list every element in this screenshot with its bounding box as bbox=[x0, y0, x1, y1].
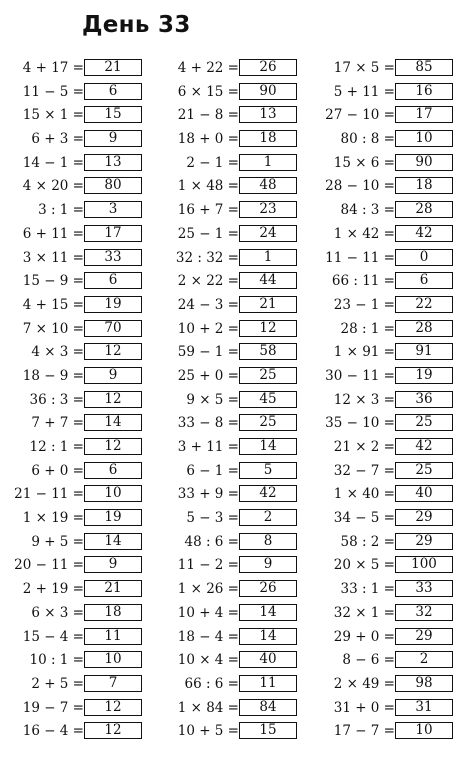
exercise-row bbox=[8, 673, 158, 697]
exercise-expression: 10 : 1 = bbox=[29, 652, 84, 669]
exercise-expression: 11 − 5 = bbox=[22, 83, 84, 100]
exercise-row bbox=[319, 128, 469, 152]
exercise-expression: 17 × 5 = bbox=[333, 60, 395, 76]
exercise-expression: 3 : 1 = bbox=[38, 202, 84, 219]
exercise-expression: 15 − 4 = bbox=[22, 628, 84, 645]
exercise-expression: 6 + 3 = bbox=[31, 131, 84, 148]
exercise-expression: 18 + 0 = bbox=[177, 131, 239, 148]
answer-box: 25 bbox=[239, 367, 297, 384]
answer-box: 44 bbox=[239, 272, 297, 289]
exercise-row bbox=[8, 341, 158, 365]
exercise-expression: 10 + 5 = bbox=[177, 723, 239, 740]
exercise-expression: 58 : 2 = bbox=[340, 533, 395, 550]
answer-box: 9 bbox=[239, 556, 297, 573]
answer-box: 10 bbox=[395, 722, 453, 739]
exercise-expression: 32 : 32 = bbox=[175, 249, 239, 266]
exercise-row bbox=[8, 649, 158, 673]
answer-box: 21 bbox=[239, 296, 297, 313]
exercise-expression: 1 × 84 = bbox=[177, 699, 239, 716]
exercise-expression: 59 − 1 = bbox=[177, 344, 239, 361]
exercise-row bbox=[8, 294, 158, 318]
answer-box: 18 bbox=[84, 604, 142, 621]
answer-box: 90 bbox=[239, 83, 297, 100]
exercise-row bbox=[163, 554, 313, 578]
answer-box: 12 bbox=[84, 343, 142, 360]
exercise-expression: 33 + 9 = bbox=[177, 486, 239, 503]
exercise-row bbox=[8, 318, 158, 342]
exercise-row bbox=[319, 175, 469, 199]
answer-box: 9 bbox=[84, 130, 142, 147]
answer-box: 6 bbox=[84, 272, 142, 289]
exercise-expression: 48 : 6 = bbox=[184, 533, 239, 550]
exercise-row bbox=[163, 152, 313, 176]
exercise-row bbox=[319, 365, 469, 389]
exercise-expression: 23 − 1 = bbox=[333, 296, 395, 313]
exercise-row bbox=[163, 365, 313, 389]
answer-box: 1 bbox=[239, 249, 297, 266]
answer-box: 11 bbox=[84, 628, 142, 645]
answer-box: 33 bbox=[84, 249, 142, 266]
exercise-expression: 11 − 2 = bbox=[177, 557, 239, 574]
exercise-expression: 6 + 11 = bbox=[22, 225, 84, 242]
exercise-expression: 27 − 10 = bbox=[325, 107, 395, 124]
exercise-expression: 24 − 3 = bbox=[177, 296, 239, 313]
exercise-expression: 7 × 10 = bbox=[22, 320, 84, 337]
exercise-row bbox=[163, 436, 313, 460]
answer-box: 16 bbox=[395, 83, 453, 100]
answer-box: 29 bbox=[395, 509, 453, 526]
exercise-expression: 4 + 17 = bbox=[22, 60, 84, 76]
exercise-row bbox=[163, 341, 313, 365]
answer-box: 90 bbox=[395, 154, 453, 171]
exercise-row bbox=[8, 57, 158, 81]
exercise-row bbox=[163, 578, 313, 602]
exercise-expression: 66 : 11 = bbox=[331, 273, 395, 290]
exercise-expression: 36 : 3 = bbox=[29, 391, 84, 408]
exercise-row bbox=[319, 697, 469, 721]
exercise-row bbox=[319, 673, 469, 697]
exercise-expression: 20 × 5 = bbox=[333, 557, 395, 574]
exercise-row bbox=[163, 270, 313, 294]
answer-box: 26 bbox=[239, 59, 297, 76]
exercise-expression: 1 × 19 = bbox=[22, 510, 84, 527]
exercise-row bbox=[8, 626, 158, 650]
exercise-expression: 21 − 8 = bbox=[177, 107, 239, 124]
exercise-row bbox=[319, 318, 469, 342]
exercise-expression: 6 × 3 = bbox=[31, 604, 84, 621]
exercise-row bbox=[163, 507, 313, 531]
exercise-expression: 17 − 7 = bbox=[333, 723, 395, 740]
answer-box: 13 bbox=[239, 106, 297, 123]
answer-box: 29 bbox=[395, 533, 453, 550]
answer-box: 21 bbox=[84, 580, 142, 597]
exercise-expression: 2 × 49 = bbox=[333, 675, 395, 692]
answer-box: 36 bbox=[395, 391, 453, 408]
answer-box: 19 bbox=[395, 367, 453, 384]
exercise-expression: 1 × 48 = bbox=[177, 178, 239, 195]
answer-box: 25 bbox=[395, 414, 453, 431]
exercise-row bbox=[163, 720, 313, 744]
exercise-row bbox=[319, 531, 469, 555]
answer-box: 33 bbox=[395, 580, 453, 597]
exercise-expression: 11 − 11 = bbox=[325, 249, 395, 266]
exercise-expression: 3 × 11 = bbox=[22, 249, 84, 266]
answer-box: 17 bbox=[395, 106, 453, 123]
exercise-row bbox=[163, 175, 313, 199]
exercise-expression: 2 − 1 = bbox=[186, 154, 239, 171]
exercise-row bbox=[319, 389, 469, 413]
answer-box: 42 bbox=[239, 485, 297, 502]
answer-box: 12 bbox=[84, 438, 142, 455]
answer-box: 40 bbox=[239, 651, 297, 668]
exercise-expression: 4 × 3 = bbox=[31, 344, 84, 361]
exercise-expression: 5 − 3 = bbox=[186, 510, 239, 527]
exercise-row bbox=[319, 602, 469, 626]
exercise-expression: 32 − 7 = bbox=[333, 462, 395, 479]
answer-box: 22 bbox=[395, 296, 453, 313]
exercise-expression: 16 − 4 = bbox=[22, 723, 84, 740]
exercise-row bbox=[8, 554, 158, 578]
answer-box: 11 bbox=[239, 675, 297, 692]
exercise-row bbox=[163, 626, 313, 650]
answer-box: 84 bbox=[239, 699, 297, 716]
exercise-row bbox=[8, 720, 158, 744]
answer-box: 14 bbox=[84, 414, 142, 431]
exercise-row bbox=[163, 649, 313, 673]
exercise-row bbox=[319, 294, 469, 318]
answer-box: 18 bbox=[395, 177, 453, 194]
exercise-row bbox=[8, 247, 158, 271]
exercise-row bbox=[8, 531, 158, 555]
exercise-row bbox=[163, 602, 313, 626]
exercise-row bbox=[319, 104, 469, 128]
exercise-row bbox=[163, 223, 313, 247]
exercise-row bbox=[163, 57, 313, 81]
answer-box: 91 bbox=[395, 343, 453, 360]
answer-box: 25 bbox=[395, 462, 453, 479]
exercise-row bbox=[8, 152, 158, 176]
exercise-row bbox=[163, 697, 313, 721]
exercise-row bbox=[163, 199, 313, 223]
answer-box: 40 bbox=[395, 485, 453, 502]
exercise-row bbox=[319, 460, 469, 484]
exercise-row bbox=[163, 483, 313, 507]
answer-box: 45 bbox=[239, 391, 297, 408]
exercise-expression: 31 + 0 = bbox=[333, 699, 395, 716]
exercise-row bbox=[8, 412, 158, 436]
exercise-expression: 80 : 8 = bbox=[340, 131, 395, 148]
answer-box: 29 bbox=[395, 628, 453, 645]
answer-box: 5 bbox=[239, 462, 297, 479]
answer-box: 70 bbox=[84, 320, 142, 337]
exercise-row bbox=[163, 294, 313, 318]
answer-box: 9 bbox=[84, 556, 142, 573]
answer-box: 6 bbox=[395, 272, 453, 289]
exercise-row bbox=[319, 436, 469, 460]
exercise-expression: 20 − 11 = bbox=[14, 557, 84, 574]
exercise-expression: 10 × 4 = bbox=[177, 652, 239, 669]
answer-box: 26 bbox=[239, 580, 297, 597]
answer-box: 14 bbox=[239, 604, 297, 621]
exercise-row bbox=[319, 81, 469, 105]
exercise-row bbox=[319, 507, 469, 531]
answer-box: 3 bbox=[84, 201, 142, 218]
exercise-expression: 66 : 6 = bbox=[184, 675, 239, 692]
answer-box: 32 bbox=[395, 604, 453, 621]
answer-box: 31 bbox=[395, 699, 453, 716]
answer-box: 100 bbox=[395, 556, 453, 573]
exercise-row bbox=[8, 223, 158, 247]
exercise-row bbox=[319, 341, 469, 365]
exercise-row bbox=[163, 128, 313, 152]
answer-box: 6 bbox=[84, 83, 142, 100]
exercise-row bbox=[8, 460, 158, 484]
exercise-row bbox=[8, 602, 158, 626]
answer-box: 9 bbox=[84, 367, 142, 384]
exercise-expression: 16 + 7 = bbox=[177, 202, 239, 219]
answer-box: 58 bbox=[239, 343, 297, 360]
exercise-expression: 4 + 15 = bbox=[22, 296, 84, 313]
exercise-expression: 1 × 91 = bbox=[333, 344, 395, 361]
exercise-row bbox=[8, 128, 158, 152]
answer-box: 7 bbox=[84, 675, 142, 692]
exercise-row bbox=[319, 554, 469, 578]
exercise-expression: 2 + 5 = bbox=[31, 675, 84, 692]
exercise-expression: 29 + 0 = bbox=[333, 628, 395, 645]
exercise-expression: 18 − 9 = bbox=[22, 367, 84, 384]
answer-box: 28 bbox=[395, 201, 453, 218]
exercise-row bbox=[163, 318, 313, 342]
exercise-row bbox=[8, 104, 158, 128]
answer-box: 80 bbox=[84, 177, 142, 194]
answer-box: 19 bbox=[84, 296, 142, 313]
exercise-expression: 2 + 19 = bbox=[22, 581, 84, 598]
exercise-row bbox=[319, 483, 469, 507]
answer-box: 24 bbox=[239, 225, 297, 242]
exercise-expression: 4 × 20 = bbox=[22, 178, 84, 195]
exercise-row bbox=[8, 199, 158, 223]
exercise-row bbox=[8, 578, 158, 602]
column-3 bbox=[319, 57, 469, 744]
answer-box: 42 bbox=[395, 225, 453, 242]
exercise-expression: 12 : 1 = bbox=[29, 439, 84, 455]
exercise-expression: 21 × 2 = bbox=[333, 439, 395, 455]
column-1 bbox=[8, 57, 158, 744]
exercise-row bbox=[163, 673, 313, 697]
exercise-expression: 15 × 1 = bbox=[22, 107, 84, 124]
exercise-row bbox=[8, 270, 158, 294]
exercise-expression: 25 − 1 = bbox=[177, 225, 239, 242]
answer-box: 18 bbox=[239, 130, 297, 147]
exercise-expression: 32 × 1 = bbox=[333, 604, 395, 621]
exercise-row bbox=[8, 175, 158, 199]
exercise-expression: 7 + 7 = bbox=[31, 415, 84, 432]
exercise-row bbox=[163, 389, 313, 413]
exercise-row bbox=[319, 199, 469, 223]
exercise-row bbox=[8, 81, 158, 105]
answer-box: 10 bbox=[84, 485, 142, 502]
exercise-expression: 6 + 0 = bbox=[31, 462, 84, 479]
exercise-expression: 15 × 6 = bbox=[333, 154, 395, 171]
answer-box: 28 bbox=[395, 320, 453, 337]
exercise-expression: 28 : 1 = bbox=[340, 320, 395, 337]
answer-box: 25 bbox=[239, 414, 297, 431]
exercise-expression: 9 + 5 = bbox=[31, 533, 84, 550]
exercise-row bbox=[8, 697, 158, 721]
exercise-expression: 33 − 8 = bbox=[177, 415, 239, 432]
exercise-expression: 18 − 4 = bbox=[177, 628, 239, 645]
exercise-row bbox=[163, 81, 313, 105]
exercise-expression: 84 : 3 = bbox=[340, 202, 395, 219]
exercise-row bbox=[8, 365, 158, 389]
exercise-row bbox=[163, 531, 313, 555]
exercise-expression: 9 × 5 = bbox=[186, 391, 239, 408]
exercise-expression: 30 − 11 = bbox=[325, 367, 395, 384]
exercise-row bbox=[319, 223, 469, 247]
exercise-row bbox=[319, 578, 469, 602]
exercise-expression: 34 − 5 = bbox=[333, 510, 395, 527]
exercise-expression: 4 + 22 = bbox=[177, 60, 239, 76]
answer-box: 6 bbox=[84, 462, 142, 479]
answer-box: 2 bbox=[395, 651, 453, 668]
exercise-row bbox=[319, 720, 469, 744]
exercise-row bbox=[319, 270, 469, 294]
answer-box: 19 bbox=[84, 509, 142, 526]
answer-box: 1 bbox=[239, 154, 297, 171]
answer-box: 15 bbox=[239, 722, 297, 739]
exercise-row bbox=[319, 649, 469, 673]
exercise-row bbox=[8, 483, 158, 507]
answer-box: 10 bbox=[84, 651, 142, 668]
exercise-expression: 25 + 0 = bbox=[177, 367, 239, 384]
answer-box: 12 bbox=[84, 391, 142, 408]
column-2 bbox=[163, 57, 313, 744]
exercise-expression: 1 × 42 = bbox=[333, 225, 395, 242]
exercise-row bbox=[163, 412, 313, 436]
exercise-row bbox=[319, 412, 469, 436]
exercise-expression: 15 − 9 = bbox=[22, 273, 84, 290]
exercise-row bbox=[163, 460, 313, 484]
page-title: День 33 bbox=[82, 12, 191, 38]
exercise-expression: 19 − 7 = bbox=[22, 699, 84, 716]
exercise-expression: 6 − 1 = bbox=[186, 462, 239, 479]
answer-box: 48 bbox=[239, 177, 297, 194]
answer-box: 85 bbox=[395, 59, 453, 76]
exercise-expression: 2 × 22 = bbox=[177, 273, 239, 290]
answer-box: 12 bbox=[239, 320, 297, 337]
exercise-row bbox=[163, 247, 313, 271]
exercise-expression: 5 + 11 = bbox=[333, 83, 395, 100]
exercise-row bbox=[8, 507, 158, 531]
answer-box: 13 bbox=[84, 154, 142, 171]
answer-box: 14 bbox=[239, 628, 297, 645]
exercise-expression: 3 + 11 = bbox=[177, 439, 239, 455]
exercise-expression: 33 : 1 = bbox=[340, 581, 395, 598]
exercise-expression: 8 − 6 = bbox=[342, 652, 395, 669]
exercise-expression: 6 × 15 = bbox=[177, 83, 239, 100]
exercise-expression: 1 × 26 = bbox=[177, 581, 239, 598]
exercise-row bbox=[163, 104, 313, 128]
answer-box: 14 bbox=[239, 438, 297, 455]
answer-box: 15 bbox=[84, 106, 142, 123]
answer-box: 21 bbox=[84, 59, 142, 76]
answer-box: 23 bbox=[239, 201, 297, 218]
exercise-expression: 10 + 4 = bbox=[177, 604, 239, 621]
answer-box: 14 bbox=[84, 533, 142, 550]
answer-box: 8 bbox=[239, 533, 297, 550]
answer-box: 12 bbox=[84, 699, 142, 716]
exercise-expression: 12 × 3 = bbox=[333, 391, 395, 408]
exercise-expression: 28 − 10 = bbox=[325, 178, 395, 195]
answer-box: 0 bbox=[395, 249, 453, 266]
exercise-row bbox=[8, 436, 158, 460]
exercise-expression: 10 + 2 = bbox=[177, 320, 239, 337]
exercise-expression: 35 − 10 = bbox=[325, 415, 395, 432]
exercise-expression: 1 × 40 = bbox=[333, 486, 395, 503]
answer-box: 17 bbox=[84, 225, 142, 242]
answer-box: 10 bbox=[395, 130, 453, 147]
exercise-row bbox=[319, 152, 469, 176]
exercise-row bbox=[319, 57, 469, 81]
exercise-row bbox=[319, 247, 469, 271]
exercise-row bbox=[319, 626, 469, 650]
answer-box: 98 bbox=[395, 675, 453, 692]
exercise-row bbox=[8, 389, 158, 413]
answer-box: 12 bbox=[84, 722, 142, 739]
answer-box: 2 bbox=[239, 509, 297, 526]
exercise-expression: 21 − 11 = bbox=[14, 486, 84, 503]
exercise-expression: 14 − 1 = bbox=[22, 154, 84, 171]
answer-box: 42 bbox=[395, 438, 453, 455]
